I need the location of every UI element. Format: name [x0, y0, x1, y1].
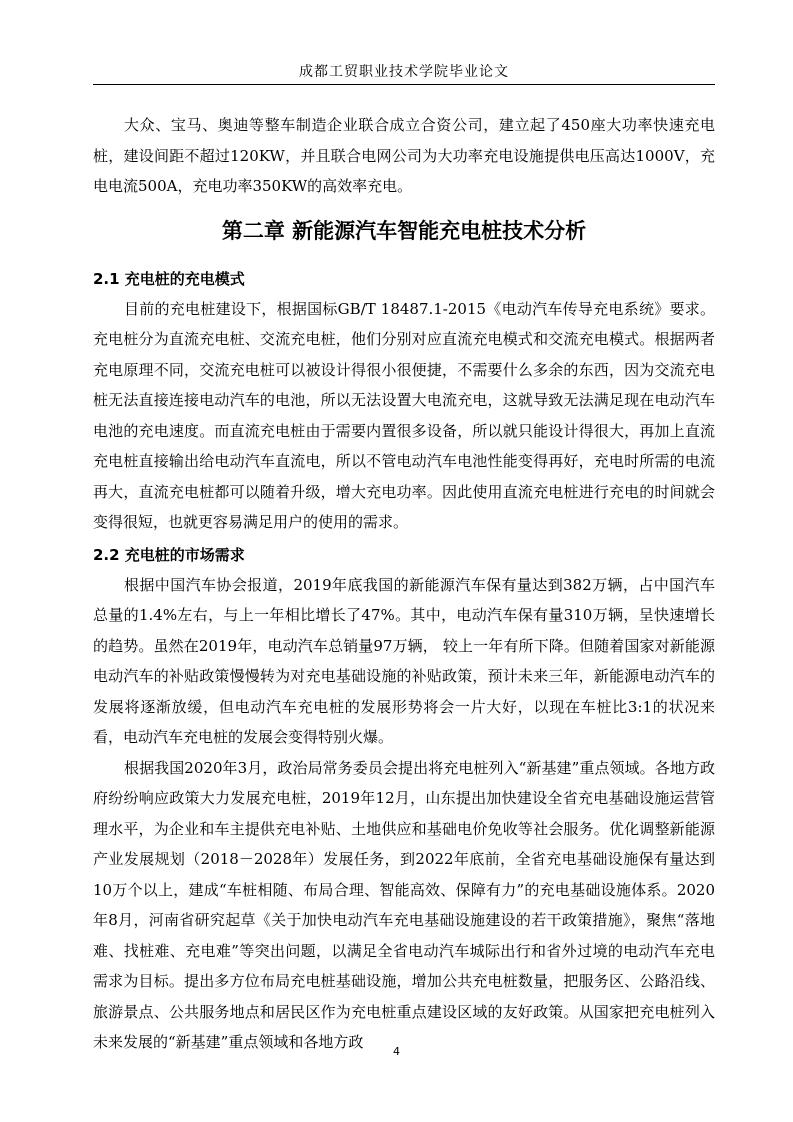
section-2-1-paragraph: 目前的充电桩建设下，根据国标GB/T 18487.1-2015《电动汽车传导充电系统》要求。充电桩分为直流充电桩、交流充电桩，他们分别对应直流充电模式和交流充电模式。根据两者充电原理不同，交流充电桩可以被设计得很小很便捷，不需要什么多余的东西，因为交流充电桩无法直接连接电动汽车的电池，所以无法设置大电流充电，这就导致无法满足现在电动汽车电池的充电速度。而直流充电桩由于需要内置很多设备，所以就只能设计得很大，再加上直流充电桩直接输出给电动汽车直流电，所以不管电动汽车电池性能变得再好，充电时所需的电流再大，直流充电桩都可以随着升级，增大充电功率。因此使用直流充电桩进行充电的时间就会变得很短，也就更容易满足用户的使用的需求。: [93, 299, 715, 531]
page-number: 4: [393, 1045, 400, 1058]
header-divider: [93, 84, 715, 85]
chapter-title: 第二章 新能源汽车智能充电桩技术分析: [221, 218, 587, 243]
section-2-2-paragraph-2: 根据我国2020年3月，政治局常务委员会提出将充电桩列入“新基建”重点领域。各地方政府纷纷响应政策大力发展充电桩，2019年12月，山东提出加快建设全省充电基础设施运营管理水平，为企业和车主提供充电补贴、土地供应和基础电价免收等社会服务。优化调整新能源产业发展规划（2018－2028年）发展任务，到2022年底前，全省充电基础设施保有量达到10万个以上，建成“车桩相随、布局合理、智能高效、保障有力”的充电基础设施体系。2020年8月，河南省研究起草《关于加快电动汽车充电基础设施建设的若干政策措施》，聚焦“落地难、找桩难、充电难”等突出问题，以满足全省电动汽车城际出行和省外过境的电动汽车充电需求为目标。提出多方位布局充电桩基础设施，增加公共充电桩数量，把服务区、公路沿线、旅游景点、公共服务地点和居民区作为充电桩重点建设区域的友好政策。从国家把充电桩列入未来发展的“新基建”重点领域和各地方政: [93, 758, 715, 1051]
section-heading-2-1: 2.1 充电桩的充电模式: [93, 269, 245, 288]
intro-paragraph: 大众、宝马、奥迪等整车制造企业联合成立合资公司，建立起了450座大功率快速充电桩，建设间距不超过120KW，并且联合电网公司为大功率充电设施提供电压高达1000V，充电电流500A，充电功率350KW的高效率充电。: [93, 116, 715, 195]
section-heading-2-2: 2.2 充电桩的市场需求: [93, 545, 245, 564]
document-body: [93, 110, 715, 1058]
section-2-2-paragraph-1: 根据中国汽车协会报道，2019年底我国的新能源汽车保有量达到382万辆，占中国汽车总量的1.4%左右，与上一年相比增长了47%。其中，电动汽车保有量310万辆，呈快速增长的趋势。虽然在2019年，电动汽车总销量97万辆， 较上一年有所下降。但随着国家对新能源电动汽车的补贴政策慢慢转为对充电基础设施的补贴政策，预计未来三年，新能源电动汽车的发展将逐渐放缓，但电动汽车充电桩的发展形势将会一片大好，以现在车桩比3:1的状况来看，电动汽车充电桩的发展会变得特别火爆。: [93, 575, 715, 746]
page-header-title: 成都工贸职业技术学院毕业论文: [299, 64, 509, 80]
